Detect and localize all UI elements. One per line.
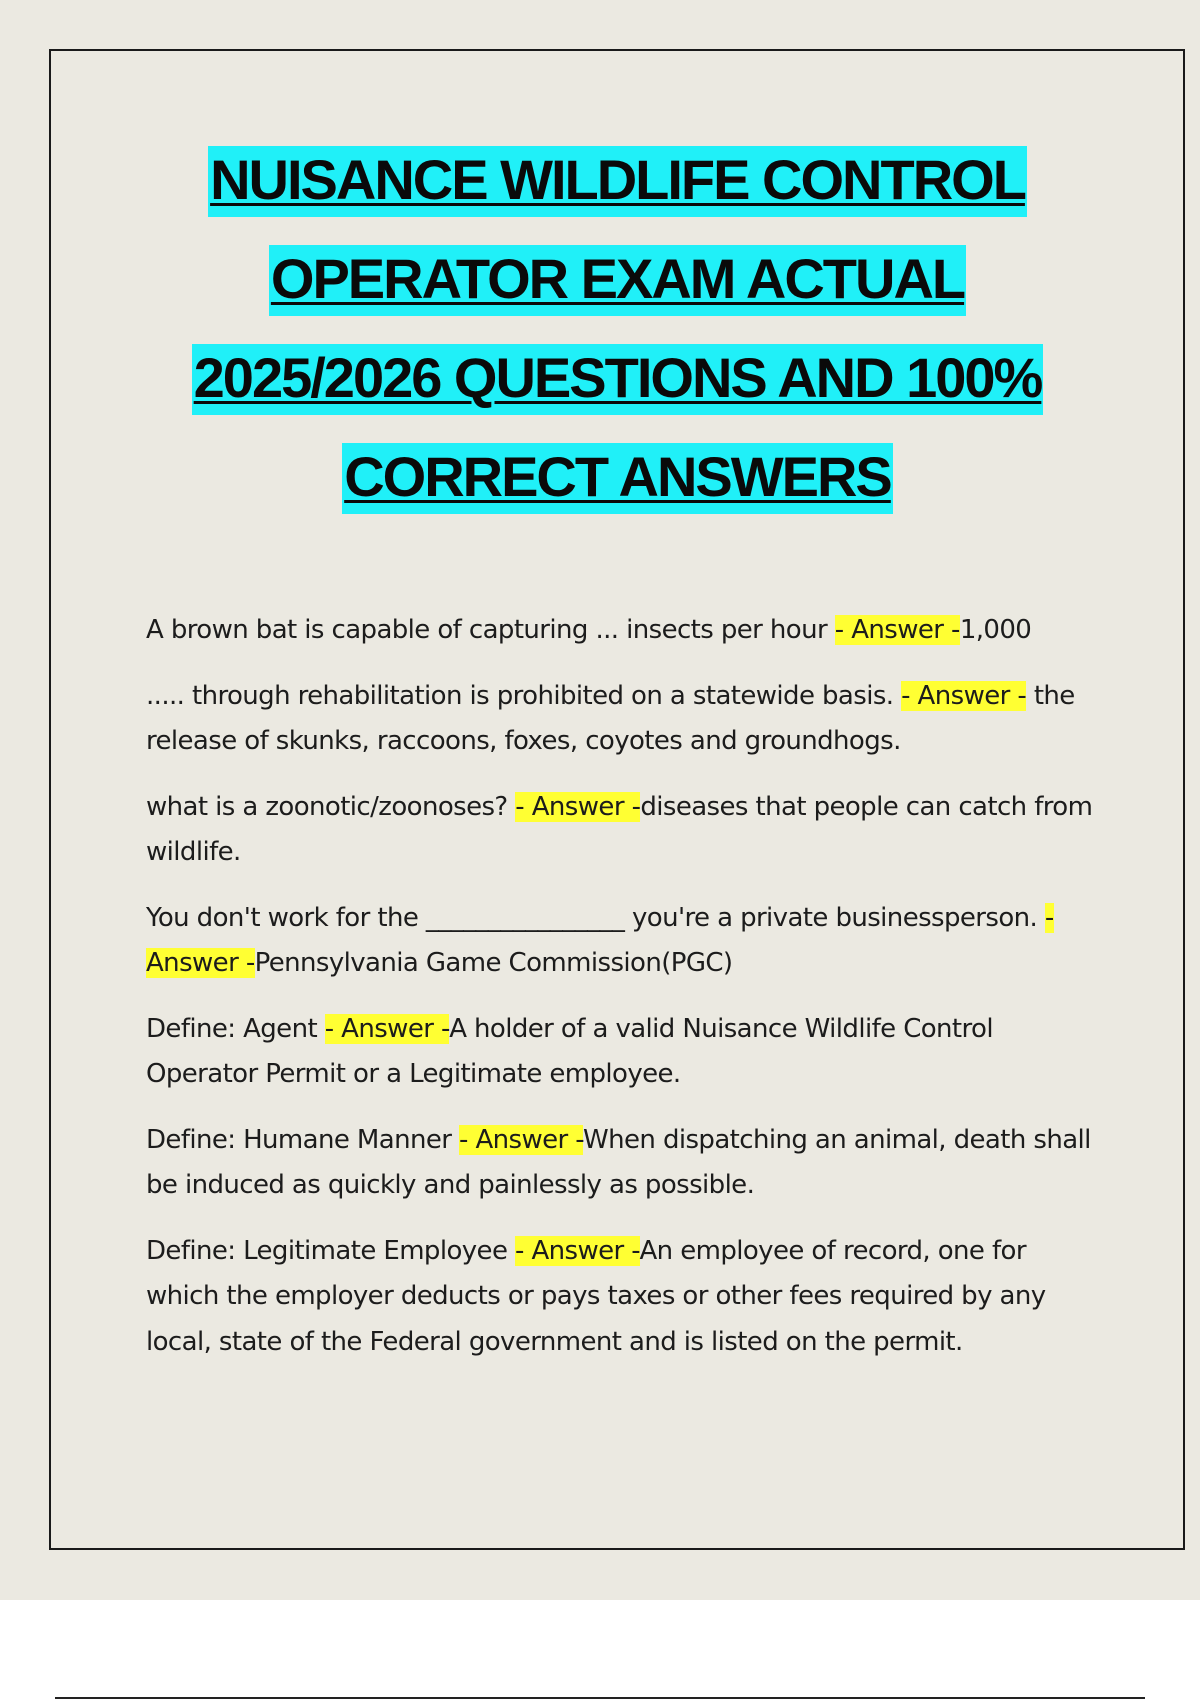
qa-item xyxy=(146,1229,1096,1366)
title-line: NUISANCE WILDLIFE CONTROL xyxy=(100,130,1135,229)
answer-text: the release of skunks, raccoons, foxes, coyotes and groundhogs. xyxy=(146,680,1075,756)
question-text: You don't work for the ________________ you're a private businessperson. xyxy=(146,902,1045,933)
title-line: CORRECT ANSWERS xyxy=(100,427,1135,526)
answer-text: diseases that people can catch from wildlife. xyxy=(146,791,1093,867)
title-line: 2025/2026 QUESTIONS AND 100% xyxy=(100,328,1135,427)
answer-marker: - Answer - xyxy=(515,1235,640,1266)
answer-text: An employee of record, one for which the employer deducts or pays taxes or other fees required by any local, state of the Federal government and is listed on the permit. xyxy=(146,1235,1046,1357)
answer-marker: - Answer - xyxy=(834,615,960,645)
qa-item xyxy=(146,608,1096,654)
qa-item xyxy=(146,1118,1096,1209)
answer-text: When dispatching an animal, death shall be induced as quickly and painlessly as possible. xyxy=(146,1124,1091,1200)
qa-item xyxy=(146,785,1096,876)
question-text: Define: Legitimate Employee xyxy=(146,1235,516,1266)
question-text: ..... through rehabilitation is prohibited on a statewide basis. xyxy=(146,680,902,711)
question-text: Define: Agent xyxy=(146,1013,325,1044)
answer-text: A holder of a valid Nuisance Wildlife Control Operator Permit or a Legitimate employee. xyxy=(146,1013,993,1089)
answer-text: Pennsylvania Game Commission(PGC) xyxy=(254,948,733,978)
answer-marker: - Answer - xyxy=(901,680,1027,711)
question-text: A brown bat is capable of capturing ... insects per hour xyxy=(146,615,835,645)
answer-marker: - Answer - xyxy=(146,902,1054,978)
question-text: Define: Humane Manner xyxy=(146,1124,459,1155)
answer-text: 1,000 xyxy=(959,615,1032,645)
answer-marker: - Answer - xyxy=(459,1124,584,1155)
qa-item xyxy=(146,674,1096,765)
answer-marker: - Answer - xyxy=(324,1013,450,1044)
question-text: what is a zoonotic/zoonoses? xyxy=(146,791,516,822)
qa-item xyxy=(146,896,1096,987)
title-line: OPERATOR EXAM ACTUAL xyxy=(100,229,1135,328)
qa-item xyxy=(146,1007,1096,1098)
question-answer-list xyxy=(146,608,1096,1385)
document-title xyxy=(100,130,1135,526)
answer-marker: - Answer - xyxy=(515,791,641,822)
footer-rule xyxy=(55,1697,1145,1699)
